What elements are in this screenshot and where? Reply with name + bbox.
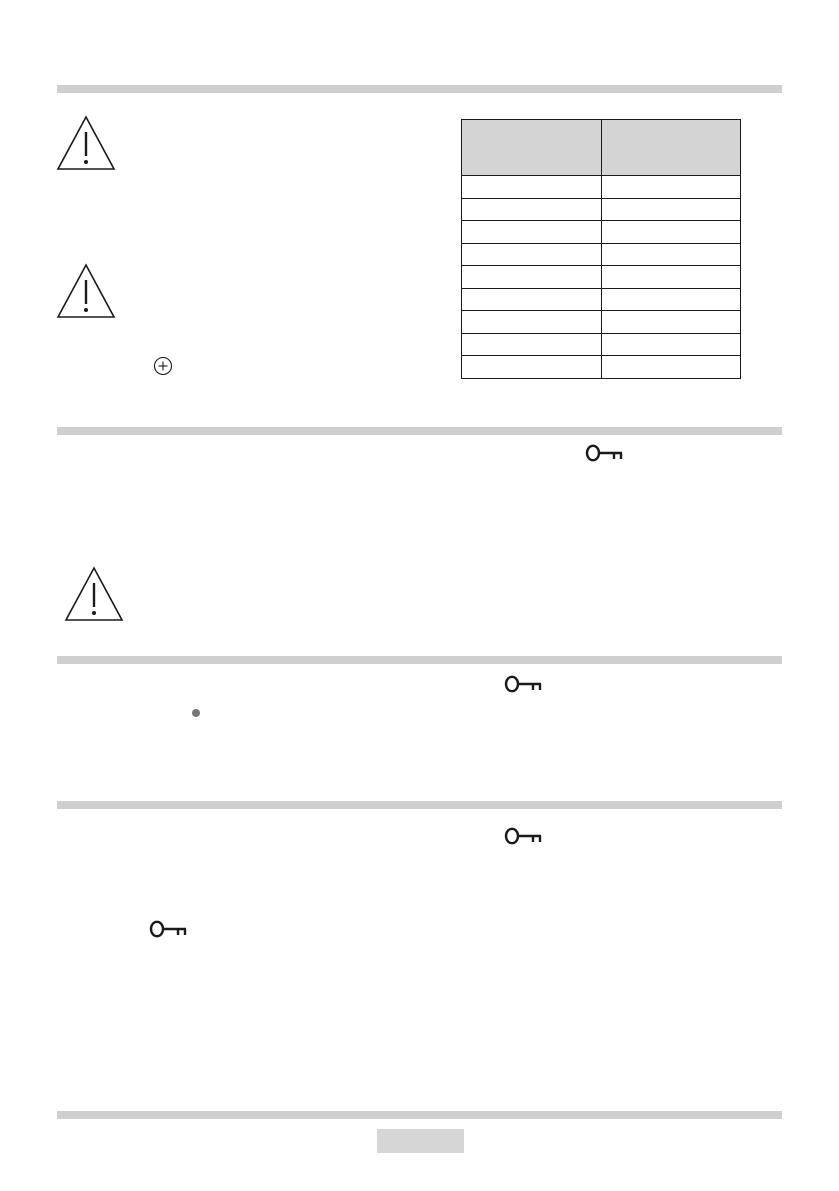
table-cell [602,221,741,244]
table-row [462,243,741,266]
section-rule-3 [57,656,782,664]
table-cell [462,356,602,379]
specification-table [461,119,741,379]
table-cell [602,311,741,334]
table-header-row [462,120,741,176]
section-rule-4 [57,801,782,809]
table-cell [462,333,602,356]
table-cell [462,266,602,289]
page-number-box [377,1129,464,1153]
table-header-cell [602,120,741,176]
key-lock-icon [584,443,624,463]
table-cell [602,198,741,221]
table-cell [602,266,741,289]
table-row [462,333,741,356]
section-rule-1 [57,85,782,93]
table-cell [462,198,602,221]
warning-triangle-icon [63,565,125,623]
table-header-cell [462,120,602,176]
key-lock-icon [503,674,543,694]
key-lock-icon [503,826,543,846]
warning-triangle-icon [55,114,117,172]
section-rule-footer [57,1111,782,1119]
bullet-dot-icon [192,709,200,717]
table-cell [602,333,741,356]
warning-triangle-icon [55,262,117,320]
table-row [462,311,741,334]
table-cell [602,243,741,266]
table-row [462,356,741,379]
table-cell [462,243,602,266]
table-cell [602,356,741,379]
table-cell [602,288,741,311]
table-row [462,176,741,199]
table-row [462,221,741,244]
table-cell [462,288,602,311]
circled-plus-icon [153,356,173,376]
table-row [462,198,741,221]
table-cell [602,176,741,199]
table-row [462,288,741,311]
table-cell [462,176,602,199]
key-lock-icon [148,919,188,939]
table-row [462,266,741,289]
table-cell [462,311,602,334]
section-rule-2 [57,427,782,435]
table-cell [462,221,602,244]
